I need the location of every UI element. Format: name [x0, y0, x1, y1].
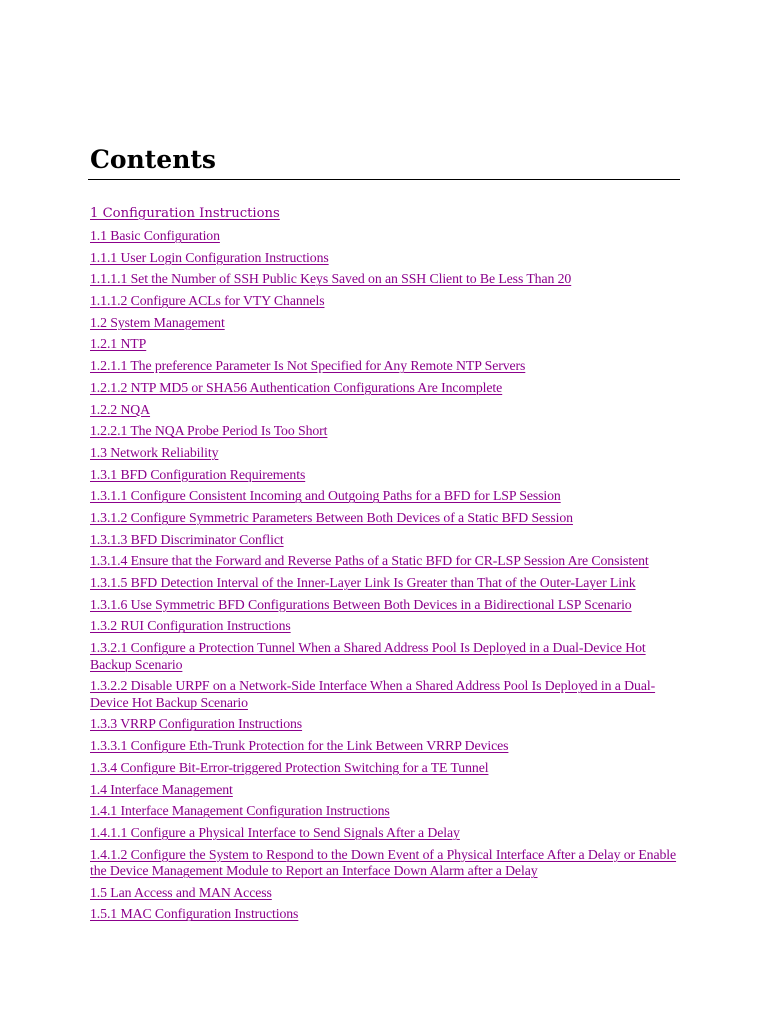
toc-link[interactable]: 1.4.1.2 Configure the System to Respond to the Down Event of a Physical Interface After a Delay or Enable the Device Management Module to Report an Interface Down Alarm after a Delay: [90, 846, 677, 879]
toc-item: [90, 885, 680, 902]
toc-link[interactable]: 1.3.1.1 Configure Consistent Incoming and Outgoing Paths for a BFD for LSP Session: [90, 488, 561, 504]
toc-item: [90, 678, 680, 711]
toc-item: [90, 271, 680, 288]
toc-link[interactable]: 1.3.2.1 Configure a Protection Tunnel When a Shared Address Pool Is Deployed in a Dual-Device Hot Backup Scenario: [90, 640, 646, 672]
table-of-contents: [90, 205, 680, 923]
toc-link[interactable]: 1.2.1.2 NTP MD5 or SHA56 Authentication Configurations Are Incomplete: [90, 379, 503, 395]
toc-item: [90, 293, 680, 310]
toc-item: [90, 553, 680, 570]
toc-link[interactable]: 1.3.4 Configure Bit-Error-triggered Protection Switching for a TE Tunnel: [90, 759, 489, 775]
toc-item: [90, 445, 680, 462]
toc-link[interactable]: 1.1.1.1 Set the Number of SSH Public Keys Saved on an SSH Client to Be Less Than 20: [90, 271, 572, 287]
title-divider: [88, 179, 680, 180]
toc-link[interactable]: 1.3.1.3 BFD Discriminator Conflict: [90, 531, 284, 547]
toc-link[interactable]: 1.5 Lan Access and MAN Access: [90, 884, 272, 900]
toc-item: [90, 640, 680, 673]
toc-link[interactable]: 1.4.1 Interface Management Configuration Instructions: [90, 803, 390, 819]
toc-link[interactable]: 1.2.1.1 The preference Parameter Is Not Specified for Any Remote NTP Servers: [90, 358, 526, 374]
toc-item: [90, 738, 680, 755]
toc-item: [90, 847, 680, 880]
toc-item: [90, 423, 680, 440]
toc-link[interactable]: 1.3.3 VRRP Configuration Instructions: [90, 716, 303, 732]
toc-link[interactable]: 1.3.1.4 Ensure that the Forward and Reverse Paths of a Static BFD for CR-LSP Session Are Consistent: [90, 553, 649, 569]
toc-item: [90, 205, 680, 223]
toc-item: [90, 825, 680, 842]
toc-link[interactable]: 1.4.1.1 Configure a Physical Interface to Send Signals After a Delay: [90, 824, 460, 840]
toc-item: [90, 532, 680, 549]
toc-item: [90, 782, 680, 799]
toc-item: [90, 488, 680, 505]
toc-item: [90, 250, 680, 267]
toc-item: [90, 315, 680, 332]
toc-link[interactable]: 1.3.2 RUI Configuration Instructions: [90, 618, 291, 634]
page-title: Contents: [90, 145, 217, 174]
toc-item: [90, 380, 680, 397]
toc-link[interactable]: 1.2.1 NTP: [90, 336, 147, 352]
toc-link[interactable]: 1.4 Interface Management: [90, 781, 233, 797]
toc-link[interactable]: 1.2.2.1 The NQA Probe Period Is Too Short: [90, 423, 328, 439]
toc-link[interactable]: 1.2.2 NQA: [90, 401, 151, 417]
toc-item: [90, 575, 680, 592]
toc-item: [90, 597, 680, 614]
toc-link[interactable]: 1.3.1.2 Configure Symmetric Parameters Between Both Devices of a Static BFD Session: [90, 509, 573, 525]
toc-link[interactable]: 1.3.1.6 Use Symmetric BFD Configurations Between Both Devices in a Bidirectional LSP Scenario: [90, 596, 632, 612]
toc-chapter-link[interactable]: 1 Configuration Instructions: [90, 206, 280, 221]
toc-link[interactable]: 1.3.1 BFD Configuration Requirements: [90, 466, 306, 482]
toc-link[interactable]: 1.1.1.2 Configure ACLs for VTY Channels: [90, 293, 325, 309]
toc-link[interactable]: 1.2 System Management: [90, 314, 225, 330]
toc-link[interactable]: 1.5.1 MAC Configuration Instructions: [90, 906, 299, 922]
toc-link[interactable]: 1.1.1 User Login Configuration Instructions: [90, 249, 329, 265]
toc-item: [90, 618, 680, 635]
toc-link[interactable]: 1.3.3.1 Configure Eth-Trunk Protection for the Link Between VRRP Devices: [90, 738, 509, 754]
toc-item: [90, 803, 680, 820]
toc-item: [90, 467, 680, 484]
toc-item: [90, 716, 680, 733]
toc-item: [90, 510, 680, 527]
toc-link[interactable]: 1.3.1.5 BFD Detection Interval of the Inner-Layer Link Is Greater than That of the Outer-Layer Link: [90, 575, 636, 590]
toc-item: [90, 228, 680, 245]
toc-item: [90, 402, 680, 419]
toc-link[interactable]: 1.3.2.2 Disable URPF on a Network-Side Interface When a Shared Address Pool Is Deployed in a Dual-Device Hot Backup Scenario: [90, 678, 656, 710]
toc-link[interactable]: 1.3 Network Reliability: [90, 444, 219, 460]
toc-item: [90, 906, 680, 923]
toc-link[interactable]: 1.1 Basic Configuration: [90, 228, 220, 243]
toc-item: [90, 358, 680, 375]
toc-item: [90, 760, 680, 777]
toc-item: [90, 336, 680, 353]
